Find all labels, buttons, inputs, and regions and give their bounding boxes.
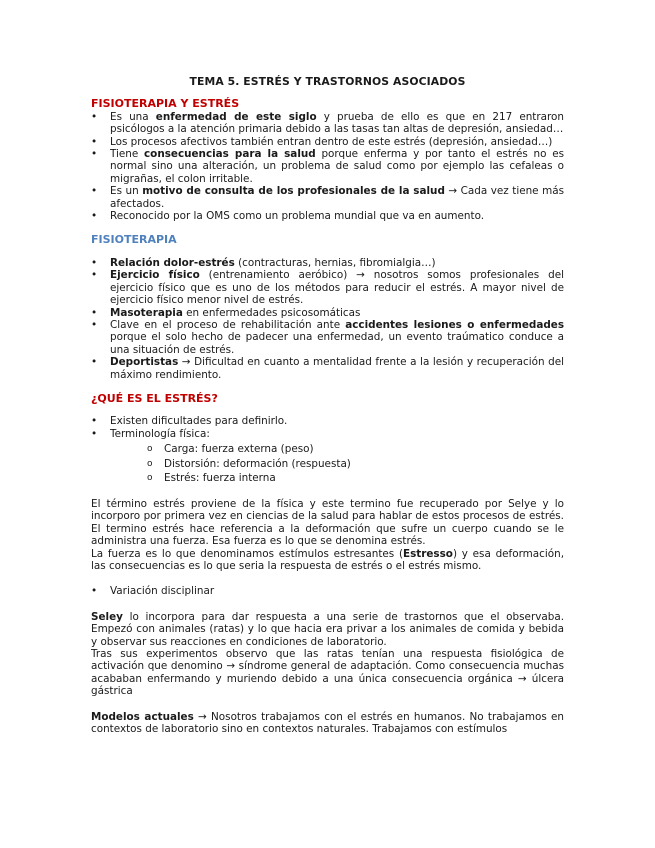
text-run: Los procesos afectivos también entran dentro de este estrés (depresión, ansiedad…) bbox=[110, 135, 553, 148]
bullet-list-definicion bbox=[91, 415, 564, 440]
bold-term: Seley bbox=[91, 610, 123, 623]
list-item bbox=[91, 319, 564, 356]
paragraph: Tras sus experimentos observo que las ratas tenían una respuesta fisiológica de activación que denomino → síndrome general de adaptación. Como consecuencia muchas acababan enfermando y muriendo debido a una única consecuencia orgánica → úlcera gástrica bbox=[91, 647, 564, 698]
text-run: Terminología física: bbox=[110, 427, 210, 440]
list-item bbox=[91, 356, 564, 381]
document-page bbox=[91, 68, 564, 735]
list-item bbox=[91, 269, 564, 306]
paragraph bbox=[91, 611, 564, 648]
bold-term: Deportistas bbox=[110, 356, 179, 369]
bold-term: enfermedad de este siglo bbox=[155, 110, 317, 123]
bullet-list-fisioterapia-estres bbox=[91, 111, 564, 223]
section-heading-fisioterapia-estres: FISIOTERAPIA Y ESTRÉS bbox=[91, 97, 240, 111]
paragraph bbox=[91, 711, 564, 736]
sub-list-item: o Estrés: fuerza interna bbox=[147, 472, 564, 484]
text-run: Reconocido por la OMS como un problema mundial que va en aumento. bbox=[110, 210, 485, 223]
list-item bbox=[91, 428, 564, 440]
list-item bbox=[91, 185, 564, 210]
bold-term: Estresso bbox=[403, 547, 453, 560]
bold-term: consecuencias para la salud bbox=[144, 148, 316, 161]
text-run: Es un bbox=[110, 185, 143, 198]
text-run: Tiene bbox=[110, 148, 145, 161]
list-item bbox=[91, 136, 564, 148]
bold-term: Modelos actuales bbox=[91, 710, 194, 723]
text-run: porque el solo hecho de padecer una enfermedad, un evento traúmatico conduce a una situación de estrés. bbox=[110, 331, 564, 356]
text-run: lo incorpora para dar respuesta a una serie de trastornos que el observaba. Empezó con animales (ratas) y lo que hacia era privar a los animales de comida y bebida y observar sus reacciones en condiciones de laboratorio. bbox=[91, 610, 564, 648]
list-item bbox=[91, 307, 564, 319]
text-run: → Nosotros trabajamos con el estrés en humanos. No trabajamos en contextos de laboratorio sino en contextos naturales. Trabajamos con estímulos bbox=[91, 710, 564, 735]
section-heading-que-es-estres: ¿QUÉ ES EL ESTRÉS? bbox=[91, 391, 218, 405]
bold-term: Ejercicio físico bbox=[110, 269, 200, 282]
text-run: en enfermedades psicosomáticas bbox=[182, 306, 361, 319]
bold-term: motivo de consulta de los profesionales de la salud bbox=[142, 185, 445, 198]
list-item bbox=[91, 257, 564, 269]
sub-list-terminologia bbox=[91, 443, 564, 485]
sub-list-item: o Carga: fuerza externa (peso) bbox=[147, 443, 564, 455]
list-item bbox=[91, 415, 564, 427]
sub-list-item: o Distorsión: deformación (respuesta) bbox=[147, 458, 564, 470]
text-run: Existen dificultades para definirlo. bbox=[110, 415, 288, 428]
section-heading-fisioterapia: FISIOTERAPIA bbox=[91, 233, 177, 247]
text-run: (contracturas, hernias, fibromialgia…) bbox=[234, 256, 436, 269]
bold-term: accidentes lesiones o enfermedades bbox=[345, 318, 564, 331]
bold-term: Relación dolor-estrés bbox=[110, 256, 235, 269]
text-run: Es una bbox=[110, 110, 156, 123]
page-title: TEMA 5. ESTRÉS Y TRASTORNOS ASOCIADOS bbox=[189, 75, 466, 88]
list-item bbox=[91, 210, 564, 222]
list-item bbox=[91, 148, 564, 185]
text-run: La fuerza es lo que denominamos estímulos estresantes ( bbox=[91, 547, 404, 560]
text-run: (entrenamiento aeróbico) → nosotros somos profesionales del ejercicio físico que es uno de los métodos para reducir el estrés. A mayor nivel de ejercicio físico menor nivel de estrés. bbox=[110, 269, 564, 307]
list-item bbox=[91, 585, 564, 597]
text-run: Clave en el proceso de rehabilitación ante bbox=[110, 318, 346, 331]
text-run: ) y esa deformación, las consecuencias es lo que seria la respuesta de estrés o el estrés mismo. bbox=[91, 547, 564, 572]
text-run: y prueba de ello es que en 217 entraron psicólogos a la atención primaria debido a las tasas tan altas de depresión, ansiedad… bbox=[110, 110, 564, 136]
list-item bbox=[91, 111, 564, 136]
text-run: Variación disciplinar bbox=[110, 585, 215, 598]
bullet-list-variacion bbox=[91, 585, 564, 597]
text-run: → Cada vez tiene más afectados. bbox=[110, 185, 564, 210]
bold-term: Masoterapia bbox=[110, 306, 183, 319]
paragraph bbox=[91, 548, 564, 573]
bullet-list-fisioterapia bbox=[91, 257, 564, 381]
paragraph: El término estrés proviene de la física y este termino fue recuperado por Selye y lo incorporo por primera vez en ciencias de la salud para hablar de estos procesos de estrés. El termino estrés hace referencia a la deformación que sufre un cuerpo cuando se le administra una fuerza. Esa fuerza es lo que se denomina estrés. bbox=[91, 497, 564, 548]
text-run: porque enferma y por tanto el estrés no es normal sino una alteración, un problema de salud como por ejemplo las cefaleas o migrañas, el colon irritable. bbox=[110, 148, 565, 185]
text-run: → Dificultad en cuanto a mentalidad frente a la lesión y recuperación del máximo rendimiento. bbox=[110, 356, 564, 381]
